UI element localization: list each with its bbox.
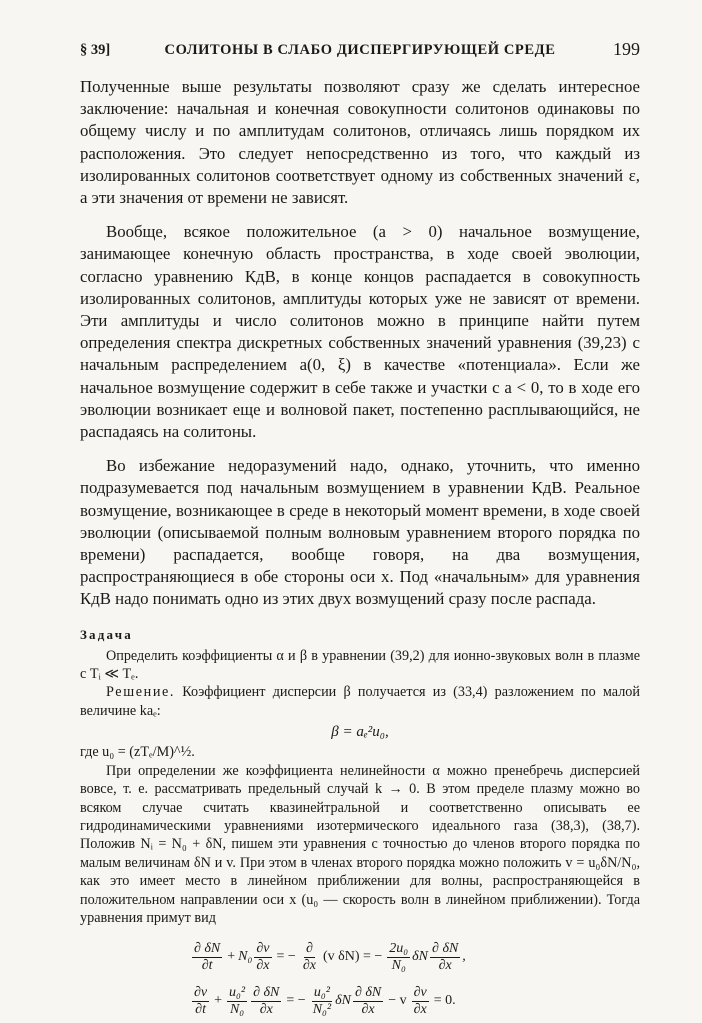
main-text	[80, 76, 640, 1023]
eq1-term2: $\frac{\partial v}{\partial x}$	[256, 940, 270, 973]
task-statement: Определить коэффициенты α и β в уравнении (39,2) для ионно-звуковых волн в плазме с Tᵢ ≪ Tₑ.	[80, 647, 640, 683]
eq1-term4: $\frac{\text{2u₀}}{\text{N₀}}$	[389, 940, 409, 973]
eq1-term1: $\frac{\partial \delta N}{\partial t}$	[194, 940, 221, 973]
paragraph-3: Во избежание недоразумений надо, однако, уточнить, что именно подразумевается под начальным возмущением в уравнении КдВ. Реальное возмущение, возникающее в среде в некоторый момент времени, в ходе своей эволюции (описываемой полным волновым уравнением второго порядка по времени) распадается, вообще говоря, на два возмущения, распространяющиеся в обе стороны оси x. Под «начальным» для уравнения КдВ надо понимать одно из этих двух возмущений сразу после распада.	[80, 456, 640, 609]
paragraph-1: Полученные выше результаты позволяют сразу же сделать интересное заключение: начальная и конечная совокупности солитонов одинаковы по общему числу и по амплитудам солитонов, отличаясь лишь порядком их расположения. Это следует непосредственно из того, что каждый из изолированных солитонов соответствует одному из собственных значений ε, а эти значения от времени не зависят.	[80, 77, 640, 208]
nonlinearity-paragraph: При определении же коэффициента нелинейности α можно пренебречь дисперсией вовсе, т. е. рассматривать предельный случай k → 0. В этом пределе плазму можно во всяком случае считать квазинейтральной и соответственно описывать ее гидродинамическими уравнениями изотермического идеального газа (38,3), (38,7). Положив Nᵢ = N₀ + δN, пишем эти уравнения с точностью до членов второго порядка по малым величинам δN и v. При этом в членах второго порядка можно положить v = u₀δN/N₀, как это имеет место в линейном приближении для волны, распространяющейся в положительном направлении оси x (u₀ — скорость волн в линейном приближении). Тогда уравнения примут вид	[80, 762, 640, 926]
task-heading: Задача	[80, 626, 133, 642]
equation-2: $\frac{\partial v}{\partial t}$ + $\frac{\text{u₀²}}{\text{N₀}}$ $\frac{\partial \delta N}{\partial x}$ = − $\frac{\text{u₀²}}{\text{N₀²}}$ δN $\frac{\partial \delta N}{\partial x}$ − v $\frac{\partial v}{\partial x}$ = 0.	[194, 984, 456, 1017]
section-number: § 39]	[80, 42, 111, 58]
eq2-term2: $\frac{\text{u₀²}}{\text{N₀}}$	[229, 984, 246, 1017]
chapter-title: СОЛИТОНЫ В СЛАБО ДИСПЕРГИРУЮЩЕЙ СРЕДЕ	[164, 42, 556, 58]
equation-system	[190, 935, 640, 1023]
eq2-term6: $\frac{\partial v}{\partial x}$	[413, 984, 427, 1017]
eq1-term3: $\frac{\partial}{\partial x}$	[302, 940, 316, 973]
solution-paragraph	[80, 683, 640, 720]
beta-formula: β = aₑ²u₀,	[331, 724, 389, 741]
running-header	[80, 39, 640, 64]
page-number: 199	[613, 39, 640, 59]
where-line: где u₀ = (zTₑ/M)^½.	[80, 744, 195, 761]
eq2-term3: $\frac{\partial \delta N}{\partial x}$	[253, 984, 280, 1017]
eq2-term4: $\frac{\text{u₀²}}{\text{N₀²}}$	[312, 984, 332, 1017]
solution-label: Решение.	[106, 684, 176, 701]
paragraph-2: Вообще, всякое положительное (a > 0) начальное возмущение, занимающее конечную область пространства, в ходе своей эволюции, согласно уравнению КдВ, в конце концов распадается в совокупность изолированных солитонов, амплитуды которых уже не зависят от времени. Эти амплитуды и число солитонов можно в принципе найти путем определения спектра дискретных собственных значений уравнения (39,23) с начальным распределением a(0, ξ) в качестве «потенциала». Если же начальное возмущение содержит в себе также и участки с a < 0, то в ходе его эволюции возникает еще и волновой пакет, постепенно расплывающийся, не распадаясь на солитоны.	[80, 222, 640, 442]
solution-intro: Коэффициент дисперсии β получается из (33,4) разложением по малой величине kaₑ:	[80, 684, 640, 719]
eq1-term5: $\frac{\partial \delta N}{\partial x}$	[432, 940, 459, 973]
eq2-term5: $\frac{\partial \delta N}{\partial x}$	[354, 984, 382, 1017]
equation-1: $\frac{\partial \delta N}{\partial t}$ + N₀ $\frac{\partial v}{\partial x}$ = − $\frac{\partial}{\partial x}$ (v δN) = − $\frac{\text{2u₀}}{\text{N₀}}$ δN $\frac{\partial \delta N}{\partial x}$ ,	[194, 940, 466, 973]
eq2-term1: $\frac{\partial v}{\partial t}$	[194, 984, 208, 1017]
